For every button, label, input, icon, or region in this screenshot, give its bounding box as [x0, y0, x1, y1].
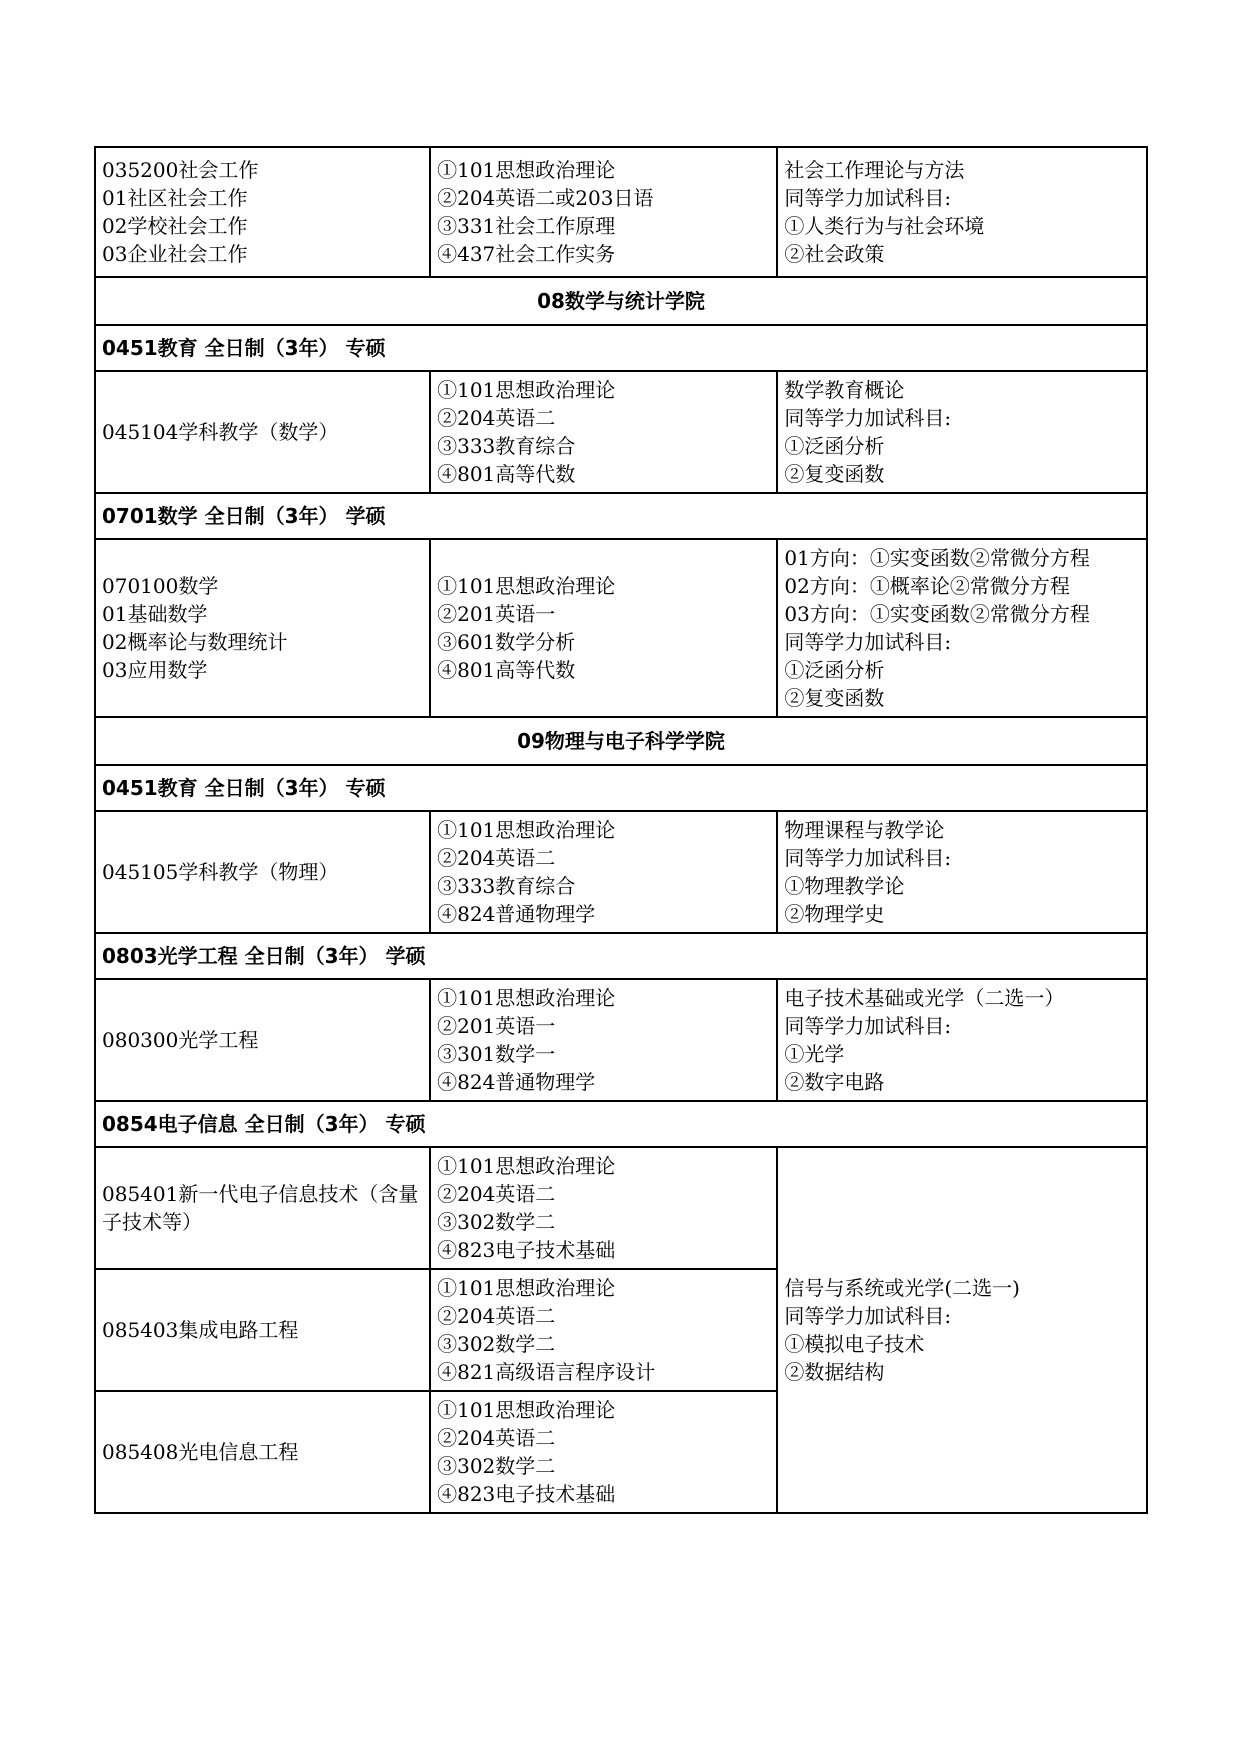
program-row: [95, 1147, 1147, 1269]
exam-subjects-cell-line: ①101思想政治理论: [437, 158, 616, 182]
exam-subjects-cell: [430, 147, 777, 277]
major-cell-line: 035200社会工作: [102, 158, 259, 182]
major-cell-line: 045105学科教学（物理）: [102, 860, 339, 884]
exam-subjects-cell-line: ②201英语一: [437, 602, 556, 626]
major-cell-line: 085403集成电路工程: [102, 1318, 299, 1342]
major-cell-line: 085401新一代电子信息技术（含量子技术等）: [102, 1182, 419, 1234]
retest-subjects-cell-line: ②复变函数: [784, 462, 885, 486]
category-title: 0854电子信息 全日制（3年） 专硕: [95, 1101, 1147, 1147]
retest-subjects-cell-line: ①物理教学论: [784, 874, 905, 898]
exam-subjects-cell-line: ③333教育综合: [437, 874, 576, 898]
retest-subjects-cell-line: 同等学力加试科目:: [784, 630, 952, 654]
retest-subjects-cell-line: 信号与系统或光学(二选一): [784, 1276, 1020, 1300]
major-cell: [95, 979, 430, 1101]
major-cell: [95, 1391, 430, 1513]
exam-subjects-cell-line: ②204英语二: [437, 1304, 556, 1328]
retest-subjects-cell-line: 同等学力加试科目:: [784, 186, 952, 210]
exam-subjects-cell: [430, 811, 777, 933]
major-cell-line: 03应用数学: [102, 658, 208, 682]
exam-subjects-cell-line: ③601数学分析: [437, 630, 576, 654]
retest-subjects-cell: [777, 1147, 1147, 1513]
exam-subjects-cell-line: ④801高等代数: [437, 462, 576, 486]
retest-subjects-cell-line: ①光学: [784, 1042, 845, 1066]
major-cell-line: 01基础数学: [102, 602, 208, 626]
exam-subjects-cell-line: ②204英语二: [437, 846, 556, 870]
retest-subjects-cell: [777, 147, 1147, 277]
retest-subjects-cell-line: 同等学力加试科目:: [784, 846, 952, 870]
exam-subjects-cell-line: ①101思想政治理论: [437, 1154, 616, 1178]
exam-subjects-cell: [430, 371, 777, 493]
retest-subjects-cell-line: 电子技术基础或光学（二选一）: [784, 986, 1065, 1010]
major-cell: [95, 539, 430, 717]
exam-subjects-cell-line: ②204英语二或203日语: [437, 186, 654, 210]
exam-subjects-cell: [430, 979, 777, 1101]
retest-subjects-cell-line: 01方向：①实变函数②常微分方程: [784, 546, 1090, 570]
retest-subjects-cell-line: ①泛函分析: [784, 658, 885, 682]
retest-subjects-cell-line: ①模拟电子技术: [784, 1332, 925, 1356]
exam-subjects-cell-line: ③301数学一: [437, 1042, 556, 1066]
exam-subjects-cell-line: ②204英语二: [437, 1182, 556, 1206]
major-cell: [95, 1269, 430, 1391]
major-cell-line: 085408光电信息工程: [102, 1440, 299, 1464]
program-row: [95, 811, 1147, 933]
exam-subjects-cell: [430, 539, 777, 717]
major-cell-line: 02学校社会工作: [102, 214, 248, 238]
exam-subjects-cell-line: ①101思想政治理论: [437, 574, 616, 598]
program-row: [95, 979, 1147, 1101]
major-cell-line: 03企业社会工作: [102, 242, 248, 266]
retest-subjects-cell-line: ①人类行为与社会环境: [784, 214, 985, 238]
program-row: [95, 539, 1147, 717]
exam-subjects-cell-line: ④824普通物理学: [437, 1070, 596, 1094]
exam-subjects-cell-line: ④821高级语言程序设计: [437, 1360, 656, 1384]
major-cell-line: 01社区社会工作: [102, 186, 248, 210]
retest-subjects-cell-line: 同等学力加试科目:: [784, 1304, 952, 1328]
exam-subjects-cell-line: ②204英语二: [437, 1426, 556, 1450]
major-cell: [95, 147, 430, 277]
retest-subjects-cell-line: 物理课程与教学论: [784, 818, 945, 842]
major-cell-line: 080300光学工程: [102, 1028, 259, 1052]
category-header-row: [95, 325, 1147, 371]
exam-subjects-cell-line: ③302数学二: [437, 1332, 556, 1356]
major-cell-line: 070100数学: [102, 574, 219, 598]
major-cell-line: 045104学科教学（数学）: [102, 420, 339, 444]
exam-subjects-cell-line: ④824普通物理学: [437, 902, 596, 926]
retest-subjects-cell-line: ②社会政策: [784, 242, 885, 266]
exam-subjects-cell: [430, 1391, 777, 1513]
category-title: 0451教育 全日制（3年） 专硕: [95, 325, 1147, 371]
exam-subjects-cell-line: ④801高等代数: [437, 658, 576, 682]
exam-subjects-cell-line: ①101思想政治理论: [437, 986, 616, 1010]
retest-subjects-cell-line: 同等学力加试科目:: [784, 406, 952, 430]
admissions-table-body: [95, 147, 1147, 1513]
major-cell: [95, 371, 430, 493]
retest-subjects-cell-line: ②复变函数: [784, 686, 885, 710]
retest-subjects-cell-line: 社会工作理论与方法: [784, 158, 965, 182]
retest-subjects-cell-line: ②物理学史: [784, 902, 885, 926]
category-title: 0701数学 全日制（3年） 学硕: [95, 493, 1147, 539]
exam-subjects-cell-line: ②204英语二: [437, 406, 556, 430]
retest-subjects-cell-line: 02方向：①概率论②常微分方程: [784, 574, 1070, 598]
category-title: 0803光学工程 全日制（3年） 学硕: [95, 933, 1147, 979]
exam-subjects-cell-line: ③302数学二: [437, 1454, 556, 1478]
exam-subjects-cell-line: ②201英语一: [437, 1014, 556, 1038]
retest-subjects-cell: [777, 811, 1147, 933]
exam-subjects-cell-line: ①101思想政治理论: [437, 1398, 616, 1422]
exam-subjects-cell-line: ③302数学二: [437, 1210, 556, 1234]
admissions-table: [94, 146, 1148, 1514]
retest-subjects-cell-line: ②数字电路: [784, 1070, 885, 1094]
college-header-row: [95, 277, 1147, 325]
category-header-row: [95, 493, 1147, 539]
major-cell: [95, 811, 430, 933]
exam-subjects-cell-line: ①101思想政治理论: [437, 1276, 616, 1300]
category-title: 0451教育 全日制（3年） 专硕: [95, 765, 1147, 811]
major-cell: [95, 1147, 430, 1269]
major-cell-line: 02概率论与数理统计: [102, 630, 288, 654]
program-row: [95, 371, 1147, 493]
retest-subjects-cell: [777, 539, 1147, 717]
exam-subjects-cell-line: ③333教育综合: [437, 434, 576, 458]
retest-subjects-cell-line: 同等学力加试科目:: [784, 1014, 952, 1038]
college-header-row: [95, 717, 1147, 765]
exam-subjects-cell: [430, 1269, 777, 1391]
college-name: 08数学与统计学院: [95, 277, 1147, 325]
college-name: 09物理与电子科学学院: [95, 717, 1147, 765]
program-row: [95, 147, 1147, 277]
retest-subjects-cell-line: 数学教育概论: [784, 378, 905, 402]
exam-subjects-cell-line: ④437社会工作实务: [437, 242, 616, 266]
exam-subjects-cell-line: ④823电子技术基础: [437, 1482, 616, 1506]
retest-subjects-cell: [777, 979, 1147, 1101]
exam-subjects-cell-line: ④823电子技术基础: [437, 1238, 616, 1262]
retest-subjects-cell-line: ①泛函分析: [784, 434, 885, 458]
category-header-row: [95, 933, 1147, 979]
category-header-row: [95, 1101, 1147, 1147]
exam-subjects-cell-line: ③331社会工作原理: [437, 214, 616, 238]
retest-subjects-cell-line: 03方向：①实变函数②常微分方程: [784, 602, 1090, 626]
category-header-row: [95, 765, 1147, 811]
exam-subjects-cell-line: ①101思想政治理论: [437, 818, 616, 842]
exam-subjects-cell-line: ①101思想政治理论: [437, 378, 616, 402]
retest-subjects-cell: [777, 371, 1147, 493]
retest-subjects-cell-line: ②数据结构: [784, 1360, 885, 1384]
exam-subjects-cell: [430, 1147, 777, 1269]
